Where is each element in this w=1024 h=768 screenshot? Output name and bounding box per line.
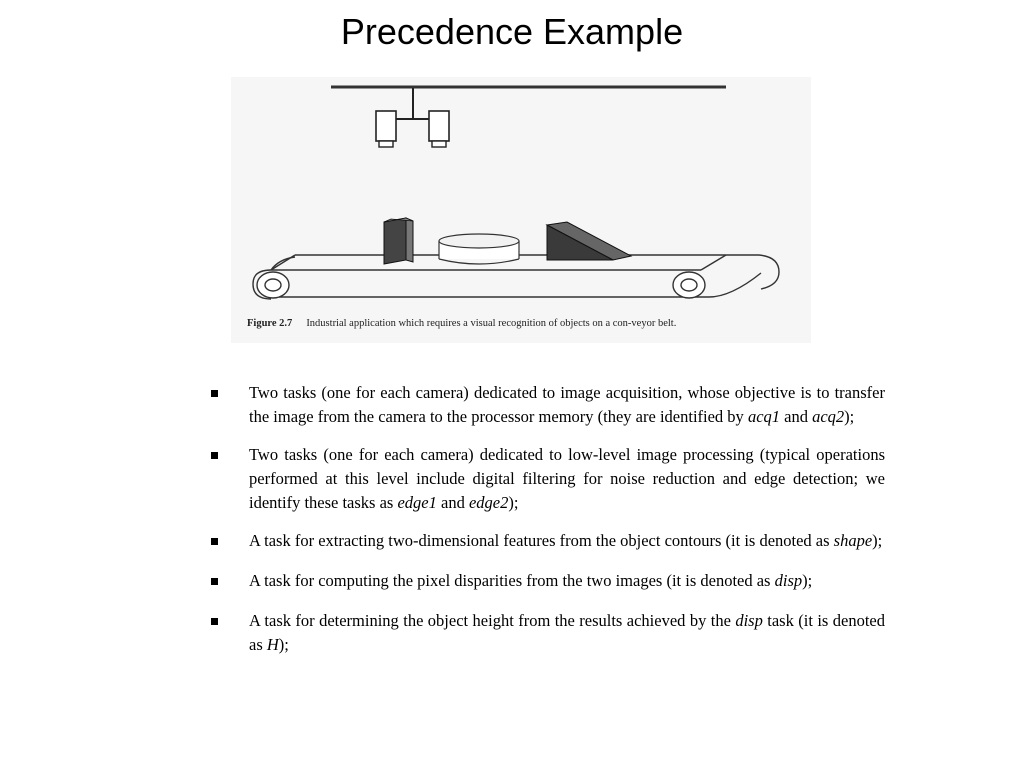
bullet-item: A task for determining the object height from the results achieved by the disp task (it is denoted as H); <box>205 609 885 657</box>
left-camera-icon <box>376 111 396 147</box>
conveyor-belt-illustration <box>231 77 811 317</box>
bullet-item: Two tasks (one for each camera) dedicated to image acquisition, whose objective is to transfer the image from the camera to the processor memory (they are identified by acq1 and acq2); <box>205 381 885 429</box>
wedge-object <box>547 222 631 260</box>
cylinder-object <box>439 234 519 264</box>
bullet-item: Two tasks (one for each camera) dedicated to low-level image processing (typical operations performed at this level include digital filtering for noise reduction and edge detection; we identify these tasks as edge1 and edge2); <box>205 443 885 515</box>
figure-number: Figure 2.7 <box>247 318 293 329</box>
figure-image <box>231 77 811 343</box>
figure-caption <box>247 317 807 330</box>
bullet-list <box>205 381 885 657</box>
figure-caption-text: Industrial application which requires a visual recognition of objects on a con-veyor belt. <box>306 318 677 329</box>
bullet-item: A task for extracting two-dimensional features from the object contours (it is denoted as shape); <box>205 529 885 553</box>
box-object <box>384 218 413 264</box>
slide-title: Precedence Example <box>340 11 684 52</box>
right-roller-icon <box>673 272 705 298</box>
bullet-item: A task for computing the pixel disparities from the two images (it is denoted as disp); <box>205 569 885 593</box>
right-camera-icon <box>429 111 449 147</box>
left-roller-icon <box>257 272 289 298</box>
